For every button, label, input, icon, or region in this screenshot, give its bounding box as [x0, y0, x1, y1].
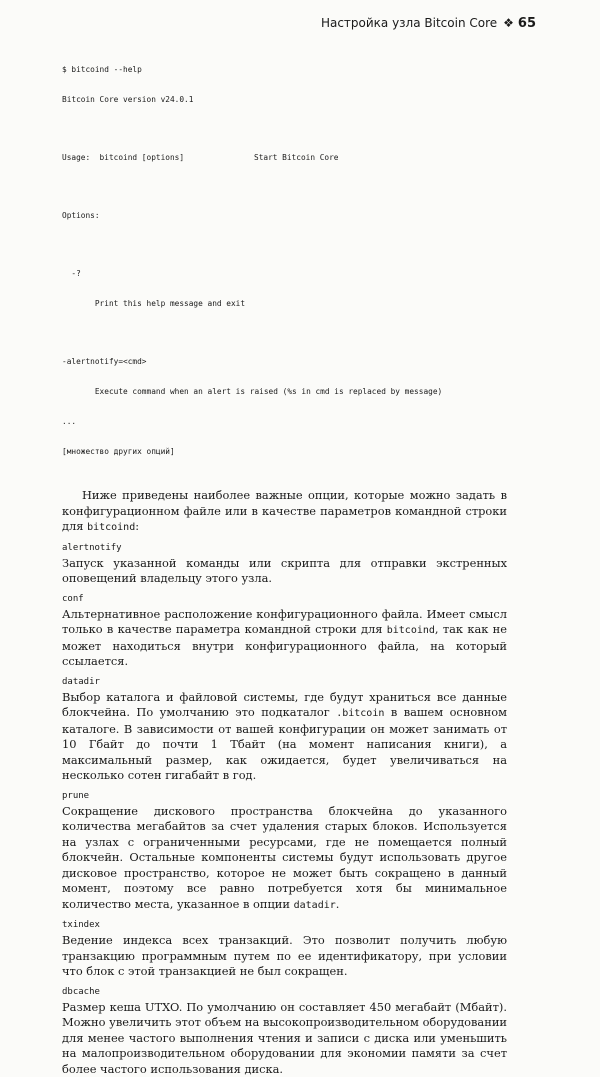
desc-text: .	[336, 897, 340, 911]
option-desc-txindex: Ведение индекса всех транзакций. Это позволит получить любую транзакцию программным путем по ее идентификатору, при условии что блок с этой транзакцией не был сокращен.	[62, 933, 507, 980]
desc-text: в вашем основном каталоге. В зависимости от вашей конфигурации он может занимать от 10 Гбайт до почти 1 Тбайт (на момент написания книги), а максимальный размер, как ожидается, будет увеличиваться на несколько сотен гигабайт в год.	[62, 705, 507, 782]
desc-text: Выбор каталога и файловой системы, где будут храниться все данные блокчейна. По умолчанию это подкаталог	[62, 690, 507, 720]
option-desc-datadir	[62, 690, 507, 784]
intro-paragraph	[62, 488, 507, 536]
code-line: -alertnotify=<cmd>	[62, 357, 524, 367]
code-line: Execute command when an alert is raised (%s in cmd is replaced by message)	[62, 387, 524, 397]
code-line: $ bitcoind --help	[62, 65, 524, 75]
option-name-prune: prune	[62, 791, 524, 803]
code-line: Options:	[62, 211, 524, 221]
desc-code: datadir	[294, 900, 336, 911]
code-usage: Usage: bitcoind [options]	[62, 153, 254, 163]
code-line: Print this help message and exit	[62, 299, 524, 309]
option-desc-dbcache: Размер кеша UTXO. По умолчанию он составляет 450 мегабайт (Мбайт). Можно увеличить этот объем на высокопроизводительном оборудовании для менее частого выполнения чтения и записи с диска или уменьшить на малопроизводительном оборудовании для экономии памяти за счет более частого использования диска.	[62, 1000, 507, 1077]
page-number: 65	[518, 16, 536, 31]
code-listing	[62, 45, 524, 477]
option-name-dbcache: dbcache	[62, 987, 524, 999]
diamond-icon: ❖	[503, 16, 514, 30]
desc-text: , так как не может находиться внутри конфигурационного файла, на который ссылается.	[62, 622, 507, 668]
code-line: [множество других опций]	[62, 447, 524, 457]
option-name-conf: conf	[62, 594, 524, 606]
code-line: Bitcoin Core version v24.0.1	[62, 95, 524, 105]
option-desc-prune	[62, 804, 507, 914]
desc-text: Сокращение дискового пространства блокчейна до указанного количества мегабайтов за счет удаления старых блоков. Используется на узлах с ограниченными ресурсами, где не помещается полный блокчейн. Остальные компоненты системы будут использовать другое дисковое пространство, которое не может быть сокращено в данный момент, поэтому все равно потребуется хотя бы минимальное количество места, указанное в опции	[62, 804, 507, 911]
book-page	[62, 12, 524, 1077]
code-line: -?	[62, 269, 524, 279]
desc-code: bitcoind	[387, 625, 435, 636]
desc-code: .bitcoin	[336, 708, 384, 719]
running-header	[62, 12, 536, 34]
intro-code: bitcoind	[87, 522, 135, 533]
intro-text: Ниже приведены наиболее важные опции, которые можно задать в конфигурационном файле или в качестве параметров командной строки для	[62, 488, 507, 533]
header-title: Настройка узла Bitcoin Core	[321, 16, 497, 30]
desc-text: Альтернативное расположение конфигурационного файла. Имеет смысл только в качестве параметра командной строки для	[62, 607, 507, 637]
code-line: ...	[62, 417, 524, 427]
option-name-datadir: datadir	[62, 677, 524, 689]
code-usage-desc: Start Bitcoin Core	[254, 153, 339, 162]
option-name-alertnotify: alertnotify	[62, 543, 524, 555]
option-name-txindex: txindex	[62, 920, 524, 932]
code-line	[62, 153, 524, 163]
intro-end: :	[135, 519, 139, 533]
option-desc-alertnotify: Запуск указанной команды или скрипта для отправки экстренных оповещений владельцу этого узла.	[62, 556, 507, 587]
option-desc-conf	[62, 607, 507, 670]
